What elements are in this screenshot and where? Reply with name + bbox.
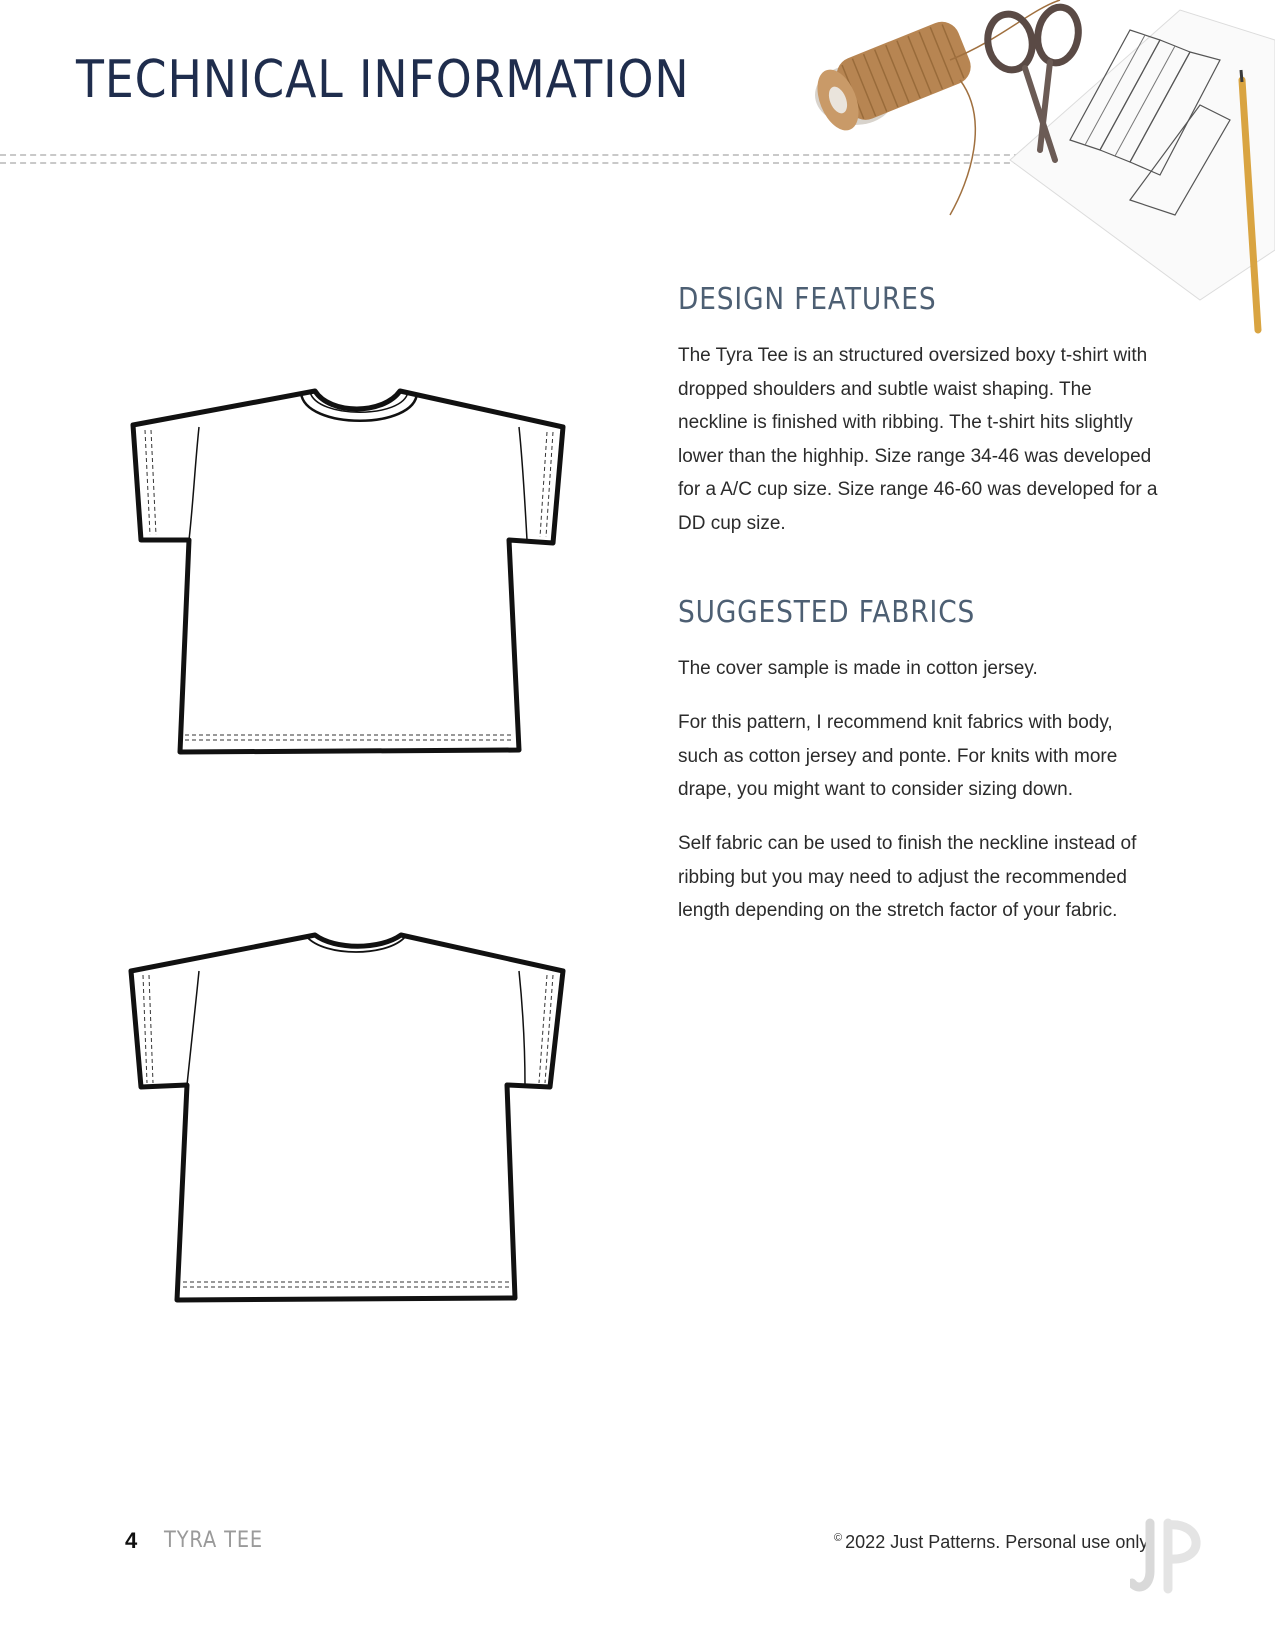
just-patterns-logo [1130,1515,1220,1595]
tshirt-back-illustration [125,925,595,1305]
page-number: 4 [125,1528,138,1553]
copyright-symbol: © [834,1532,843,1544]
fabrics-paragraph-1: The cover sample is made in cotton jersey. [678,658,1038,679]
tshirt-front-illustration [125,385,595,755]
design-features-text: The Tyra Tee is an structured oversized boxy t-shirt with dropped shoulders and subtle waist shaping. The neckline is finished with ribbing. The t-shirt hits slightly lower than the highhip. Size range 34-46 was developed for a A/C cup size. Size range 46-60 was developed for a DD cup size. [678,345,1158,534]
pattern-name: TYRA TEE [164,1528,264,1553]
pattern-paper [1010,10,1275,300]
suggested-fabrics-heading: SUGGESTED FABRICS [678,595,976,630]
fabrics-paragraph-3: Self fabric can be used to finish the neckline instead of ribbing but you may need to adjust the recommended length depending on the stretch factor of your fabric. [678,833,1137,921]
copyright-notice [834,1532,1152,1553]
thread-spool-icon [809,0,1060,215]
copyright-text: 2022 Just Patterns. Personal use only. [845,1532,1152,1552]
page-title: TECHNICAL INFORMATION [76,50,690,110]
design-features-heading: DESIGN FEATURES [678,282,937,317]
fabrics-paragraph-2: For this pattern, I recommend knit fabrics with body, such as cotton jersey and ponte. For knits with more drape, you might want to consider sizing down. [678,712,1118,800]
